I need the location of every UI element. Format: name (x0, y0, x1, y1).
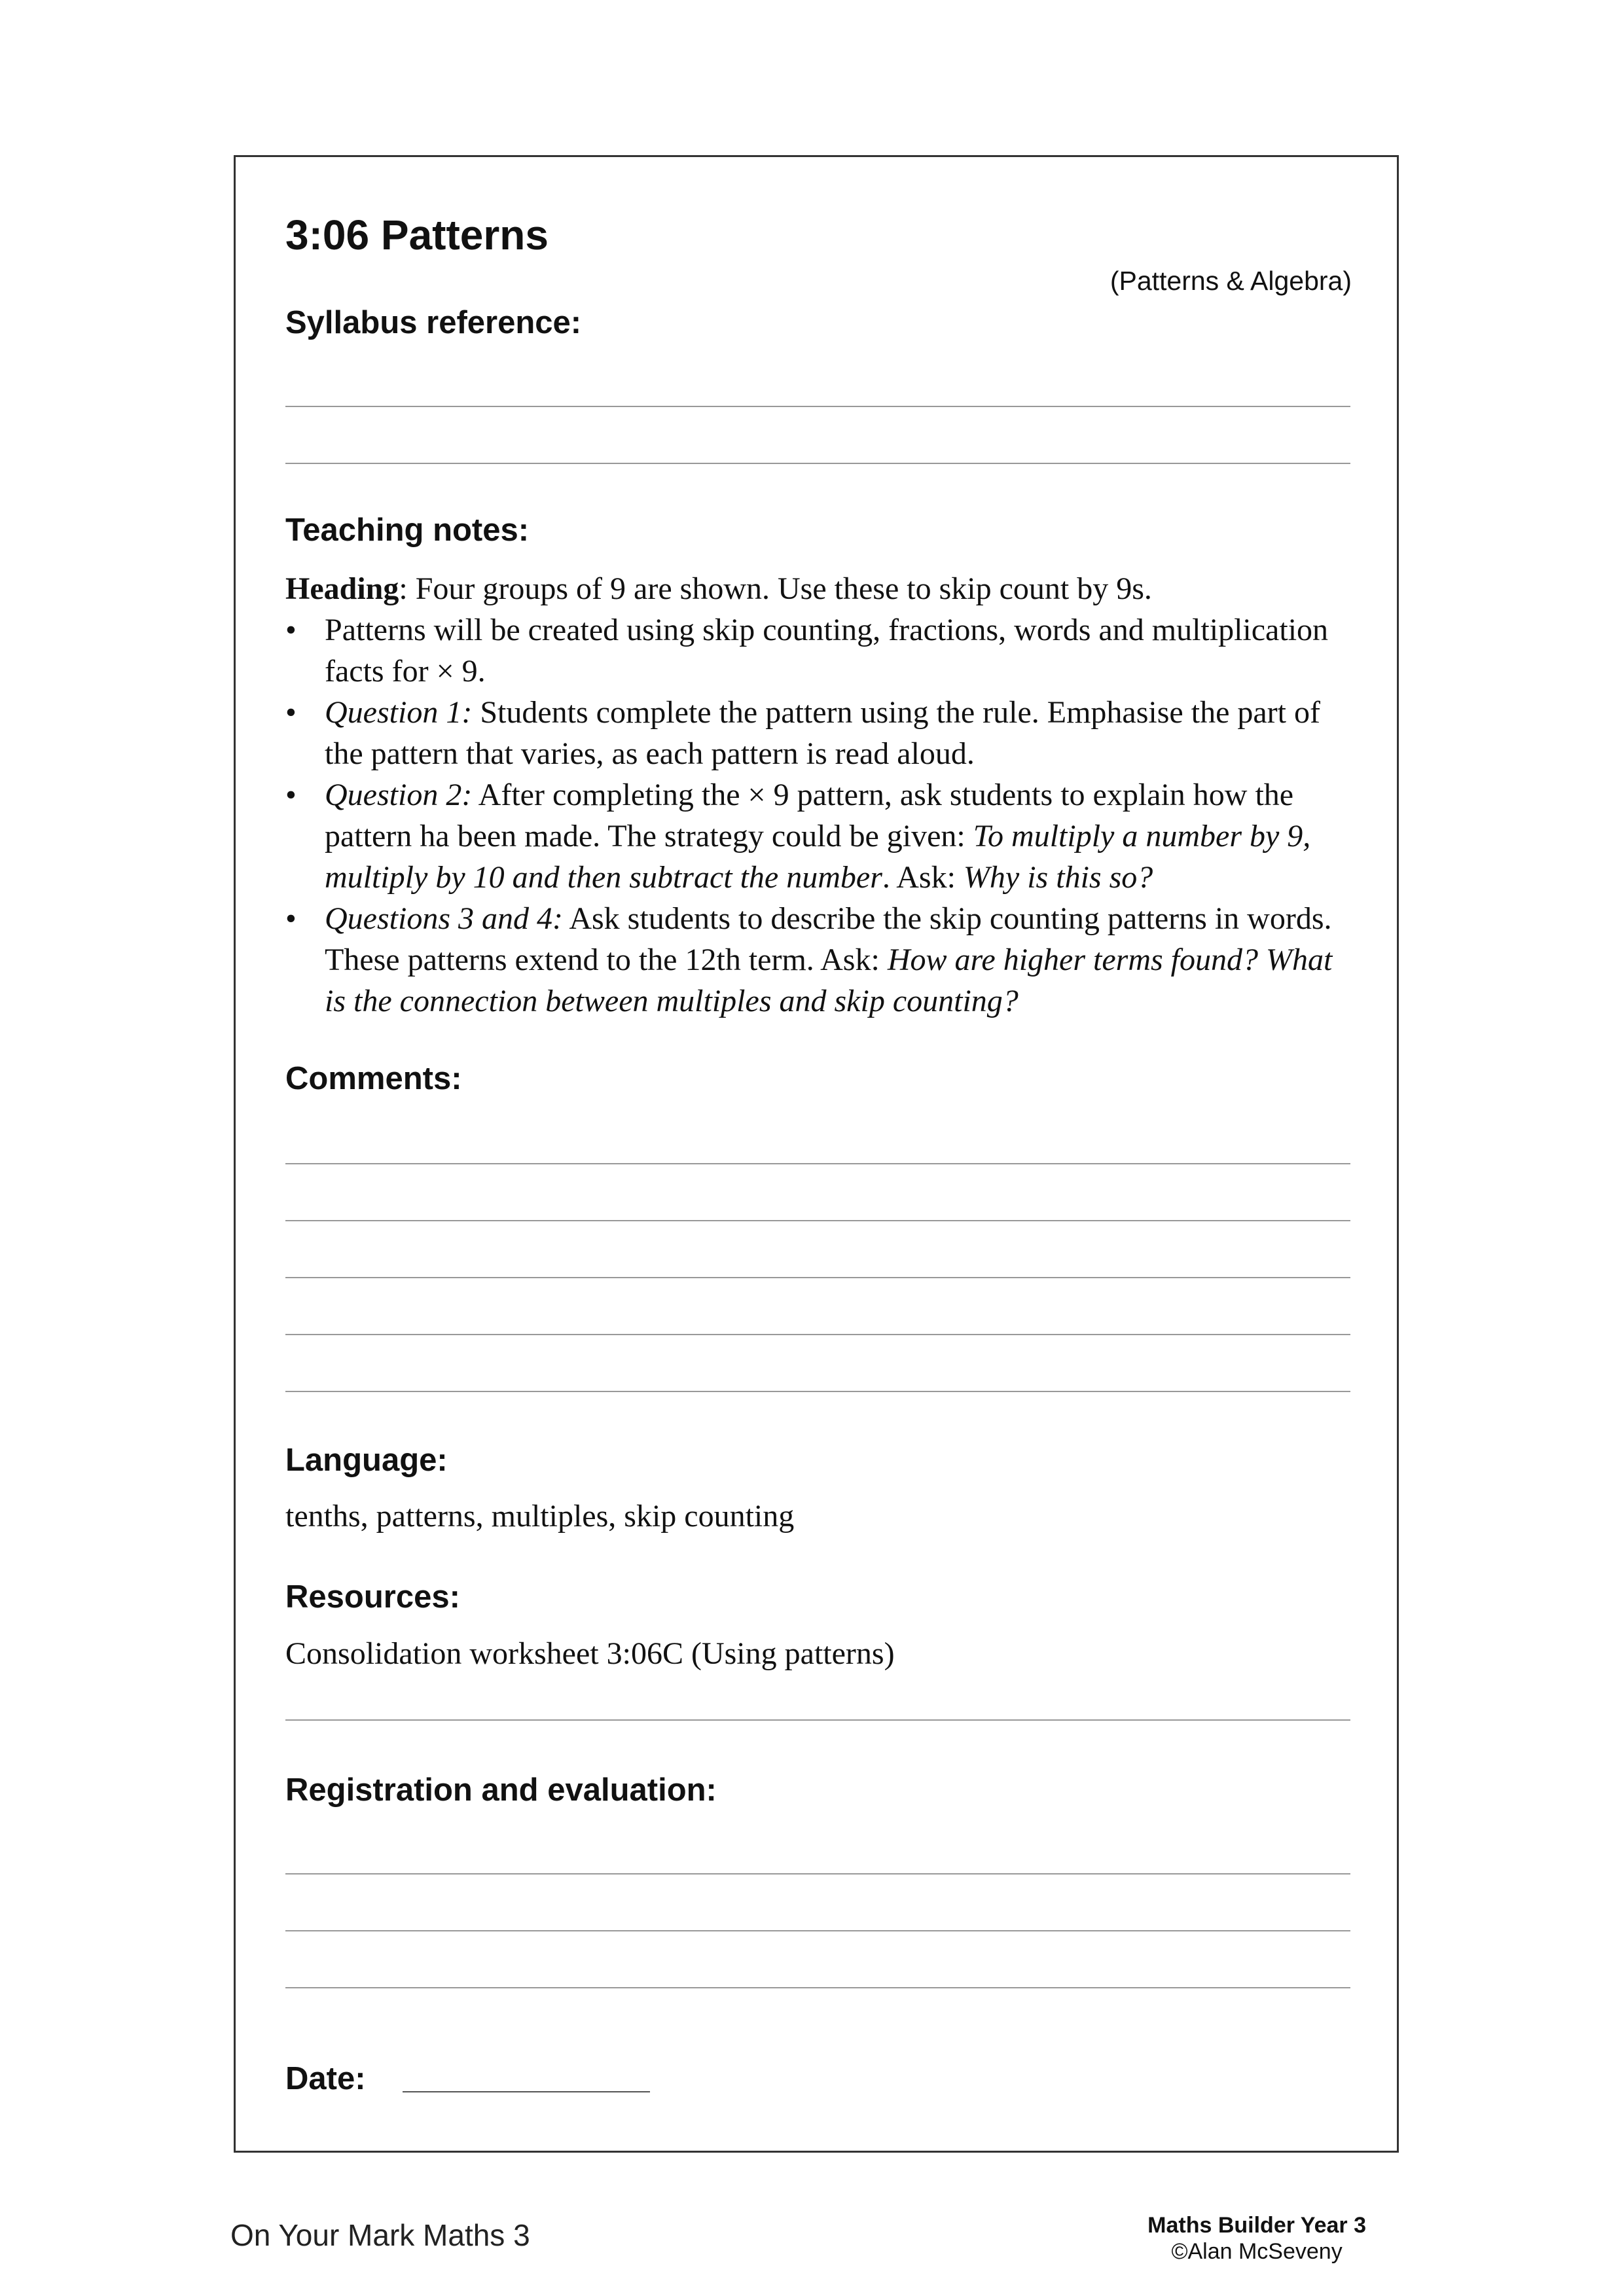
date-label: Date: (285, 2061, 366, 2096)
teaching-notes-heading: Teaching notes: (285, 512, 530, 548)
page-title: 3:06 Patterns (285, 211, 549, 259)
language-heading: Language: (285, 1443, 448, 1478)
resources-text: Consolidation worksheet 3:06C (Using patterns) (285, 1636, 895, 1671)
date-line (403, 2091, 650, 2092)
comments-heading: Comments: (285, 1061, 462, 1096)
comments-line-5 (285, 1391, 1350, 1392)
footer-series-title: Maths Builder Year 3 (1147, 2213, 1366, 2238)
comments-line-1 (285, 1163, 1350, 1164)
list-item: • Question 2: After completing the × 9 pattern, ask students to explain how the pattern ha been made. The strategy could be given: To multiply a number by 9, multiply by 10 and then subtract the number. Ask: Why is this so? (285, 774, 1359, 898)
resources-heading: Resources: (285, 1579, 460, 1615)
teaching-notes-list (285, 609, 1359, 1022)
list-item: • Question 1: Students complete the pattern using the rule. Emphasise the part of the pattern that varies, as each pattern is read aloud. (285, 692, 1359, 774)
registration-line-1 (285, 1873, 1350, 1874)
language-text: tenths, patterns, multiples, skip counting (285, 1499, 795, 1534)
resources-line (285, 1719, 1350, 1721)
footer-credit (1147, 2212, 1366, 2265)
teaching-notes-body (285, 568, 1359, 1022)
syllabus-line-1 (285, 406, 1350, 407)
list-item: • Patterns will be created using skip counting, fractions, words and multiplication facts for × 9. (285, 609, 1359, 692)
syllabus-heading: Syllabus reference: (285, 305, 582, 340)
comments-line-2 (285, 1220, 1350, 1221)
footer-copyright: ©Alan McSeveny (1171, 2239, 1343, 2264)
page-frame (234, 155, 1399, 2153)
comments-line-3 (285, 1277, 1350, 1278)
registration-line-3 (285, 1987, 1350, 1988)
footer-book-title: On Your Mark Maths 3 (230, 2218, 530, 2252)
teaching-notes-intro: Heading: Four groups of 9 are shown. Use these to skip count by 9s. (285, 571, 1152, 606)
comments-line-4 (285, 1334, 1350, 1335)
syllabus-line-2 (285, 463, 1350, 464)
registration-heading: Registration and evaluation: (285, 1772, 717, 1808)
list-item: • Questions 3 and 4: Ask students to describe the skip counting patterns in words. These patterns extend to the 12th term. Ask: How are higher terms found? What is the connection between multiples and skip counting? (285, 898, 1359, 1022)
registration-line-2 (285, 1930, 1350, 1931)
strand-label: (Patterns & Algebra) (1110, 266, 1352, 296)
